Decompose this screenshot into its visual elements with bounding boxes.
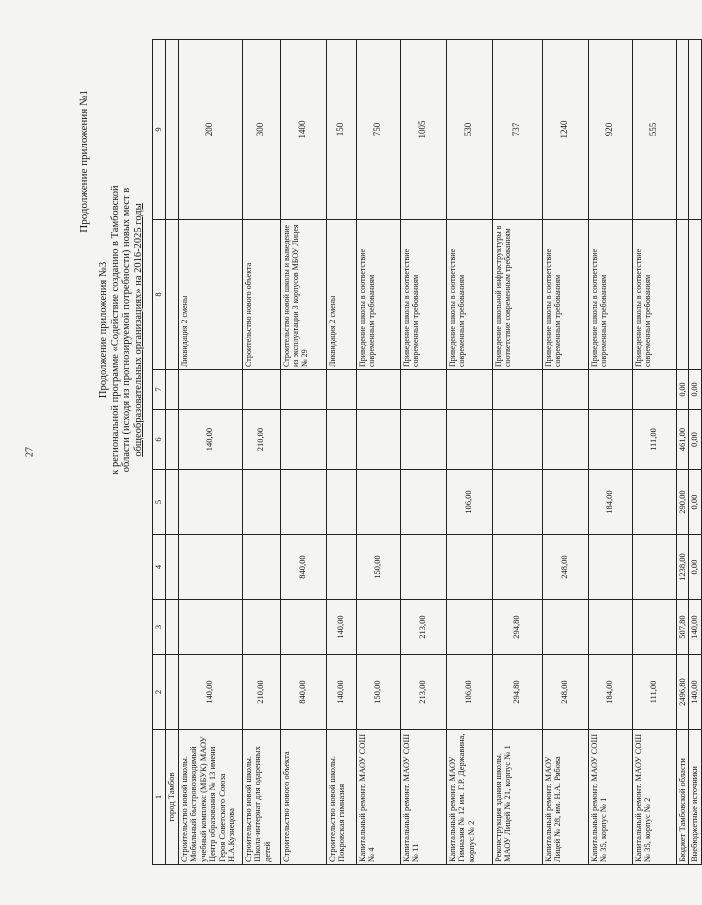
row-result: 555 [632, 40, 676, 220]
value-cell: 106,00 [446, 470, 492, 535]
table-row [632, 40, 676, 865]
column-header: 9 [153, 40, 166, 220]
row-name: Строительство нового объекта [280, 730, 326, 865]
value-cell [446, 410, 492, 470]
row-result: 150 [326, 40, 356, 220]
city-label: город Тамбов [166, 730, 179, 865]
value-cell [326, 470, 356, 535]
value-cell: 840,00 [280, 655, 326, 730]
value-cell: 184,00 [588, 655, 632, 730]
column-header: 2 [153, 655, 166, 730]
value-cell [242, 470, 280, 535]
total-row [676, 40, 689, 865]
value-cell [280, 370, 326, 410]
city-row [166, 40, 179, 865]
table-row [326, 40, 356, 865]
value-cell [588, 410, 632, 470]
value-cell: 140,00 [178, 410, 242, 470]
row-note: Приведение школьной инфраструктуры в соответствие современным требованиям [492, 220, 542, 370]
row-note: Приведение школы в соответствие современным требованиям [542, 220, 588, 370]
value-cell: 290,00 [676, 470, 689, 535]
value-cell: 106,00 [446, 655, 492, 730]
row-name: Капитальный ремонт. МАОУ Лицей № 28, им. Н.А. Рябова [542, 730, 588, 865]
value-cell [280, 600, 326, 655]
value-cell [492, 535, 542, 600]
value-cell: 0,00 [689, 535, 702, 600]
row-name: Капитальный ремонт. МАОУ СОШ № 4 [356, 730, 400, 865]
value-cell [280, 470, 326, 535]
value-cell [632, 470, 676, 535]
column-header: 8 [153, 220, 166, 370]
column-header: 4 [153, 535, 166, 600]
value-cell [178, 370, 242, 410]
row-name: Строительство новой школы. Покровская гимназия [326, 730, 356, 865]
row-name: Капитальный ремонт. МАОУ СОШ № 35, корпус № 2 [632, 730, 676, 865]
rotated-document [30, 30, 699, 880]
value-cell: 0,00 [676, 370, 689, 410]
continuation-title: Продолжение приложения №1 [78, 90, 90, 233]
value-cell [400, 470, 446, 535]
appendix-heading [98, 110, 144, 550]
value-cell: 0,00 [689, 370, 702, 410]
value-cell: 0,00 [689, 470, 702, 535]
row-name: Строительство новой школы. Мобильный быстровозводимый учебный комплекс (МБУК) МАОУ Центр образования № 13 имени Героя Советского Союза Н.А.Кузнецова [178, 730, 242, 865]
table-row [492, 40, 542, 865]
value-cell: 1238,00 [676, 535, 689, 600]
row-name: Капитальный ремонт. МАОУ Гимназия № 12 им. Г.Р. Державина, корпус № 2 [446, 730, 492, 865]
appendix-line-1: Продолжение приложения №3 [98, 261, 109, 399]
value-cell [542, 410, 588, 470]
column-header: 1 [153, 730, 166, 865]
value-cell: 140,00 [689, 655, 702, 730]
value-cell [326, 410, 356, 470]
total-row [689, 40, 702, 865]
program-table-wrapper [152, 40, 702, 865]
value-cell: 294,80 [492, 655, 542, 730]
column-header-row [153, 40, 166, 865]
row-result: 750 [356, 40, 400, 220]
row-note: Ликвидация 2 смены [178, 220, 242, 370]
row-result: 530 [446, 40, 492, 220]
value-cell [356, 470, 400, 535]
value-cell: 840,00 [280, 535, 326, 600]
value-cell: 213,00 [400, 655, 446, 730]
value-cell: 140,00 [178, 655, 242, 730]
value-cell: 150,00 [356, 655, 400, 730]
row-note: Строительство нового объекта [242, 220, 280, 370]
value-cell: 294,80 [492, 600, 542, 655]
value-cell [632, 370, 676, 410]
row-note: Приведение школы в соответствие современным требованиям [632, 220, 676, 370]
value-cell [400, 535, 446, 600]
table-row [400, 40, 446, 865]
row-name: Капитальный ремонт. МАОУ СОШ № 11 [400, 730, 446, 865]
table-row [588, 40, 632, 865]
row-note: Приведение школы в соответствие современным требованиям [588, 220, 632, 370]
value-cell [588, 535, 632, 600]
row-result [689, 40, 702, 220]
value-cell: 248,00 [542, 655, 588, 730]
value-cell: 210,00 [242, 410, 280, 470]
value-cell [632, 600, 676, 655]
value-cell [492, 410, 542, 470]
value-cell [492, 370, 542, 410]
column-header: 5 [153, 470, 166, 535]
appendix-line-4: общеобразовательных организациях» на 2016-2025 годы [132, 203, 144, 457]
row-name: Внебюджетные источники [689, 730, 702, 865]
value-cell: 213,00 [400, 600, 446, 655]
column-header: 7 [153, 370, 166, 410]
value-cell [178, 535, 242, 600]
value-cell [446, 370, 492, 410]
row-note: Приведение школы в соответствие современным требованиям [446, 220, 492, 370]
value-cell: 507,80 [676, 600, 689, 655]
value-cell [632, 535, 676, 600]
value-cell [400, 370, 446, 410]
value-cell [280, 410, 326, 470]
value-cell: 140,00 [689, 600, 702, 655]
row-result: 1005 [400, 40, 446, 220]
value-cell [446, 535, 492, 600]
row-note: Приведение школы в соответствие современным требованиям [356, 220, 400, 370]
value-cell: 111,00 [632, 410, 676, 470]
row-name: Капитальный ремонт. МАОУ СОШ № 35, корпус № 1 [588, 730, 632, 865]
row-note [689, 220, 702, 370]
row-note: Строительство новой школы и выведение из эксплуатации 3 корпусов МБОУ Лицея № 29 [280, 220, 326, 370]
value-cell: 184,00 [588, 470, 632, 535]
column-header: 3 [153, 600, 166, 655]
value-cell: 210,00 [242, 655, 280, 730]
value-cell: 111,00 [632, 655, 676, 730]
value-cell [326, 370, 356, 410]
row-note [676, 220, 689, 370]
value-cell: 140,00 [326, 655, 356, 730]
value-cell: 461,00 [676, 410, 689, 470]
value-cell [542, 470, 588, 535]
program-table [152, 39, 702, 865]
value-cell: 2496,80 [676, 655, 689, 730]
value-cell [242, 370, 280, 410]
table-row [356, 40, 400, 865]
row-name: Строительство новой школы. Школа-интернат для одаренных детей [242, 730, 280, 865]
table-row [542, 40, 588, 865]
value-cell [588, 370, 632, 410]
value-cell [588, 600, 632, 655]
appendix-line-3: области (исходя из прогнозируемой потребности) новых мест в [121, 187, 132, 473]
row-result: 200 [178, 40, 242, 220]
value-cell [178, 600, 242, 655]
value-cell [356, 410, 400, 470]
table-row [446, 40, 492, 865]
table-row [280, 40, 326, 865]
value-cell [542, 370, 588, 410]
row-result [676, 40, 689, 220]
page-number: 27 [24, 447, 36, 457]
value-cell: 0,00 [689, 410, 702, 470]
row-note: Ликвидация 2 смены [326, 220, 356, 370]
row-result: 737 [492, 40, 542, 220]
value-cell [242, 600, 280, 655]
row-result: 300 [242, 40, 280, 220]
row-result: 1400 [280, 40, 326, 220]
value-cell [242, 535, 280, 600]
row-result: 920 [588, 40, 632, 220]
value-cell: 150,00 [356, 535, 400, 600]
value-cell: 248,00 [542, 535, 588, 600]
value-cell [446, 600, 492, 655]
value-cell [542, 600, 588, 655]
row-name: Бюджет Тамбовской области [676, 730, 689, 865]
column-header: 6 [153, 410, 166, 470]
value-cell: 140,00 [326, 600, 356, 655]
value-cell [492, 470, 542, 535]
value-cell [356, 600, 400, 655]
table-row [242, 40, 280, 865]
value-cell [356, 370, 400, 410]
table-row [178, 40, 242, 865]
value-cell [400, 410, 446, 470]
appendix-line-2: к региональной программе «Содействие созданию в Тамбовской [109, 185, 121, 475]
value-cell [178, 470, 242, 535]
row-note: Приведение школы в соответствие современным требованиям [400, 220, 446, 370]
row-result: 1240 [542, 40, 588, 220]
value-cell [326, 535, 356, 600]
row-name: Реконструкция здания школы. МАОУ Лицей № 21, корпус № 1 [492, 730, 542, 865]
